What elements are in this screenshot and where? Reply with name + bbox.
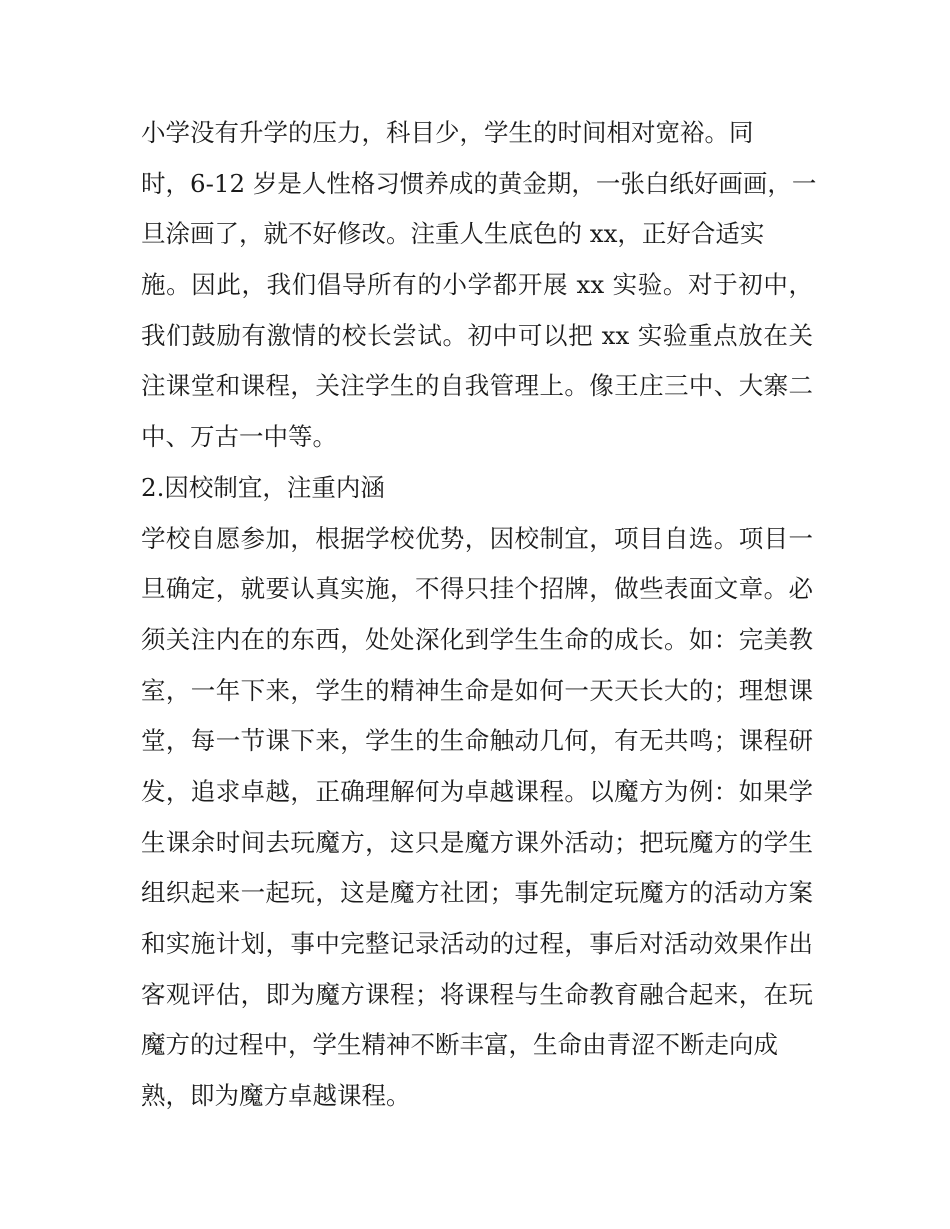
text-line-1: 小学没有升学的压力，科目少，学生的时间相对宽裕。同: [141, 118, 754, 147]
text-line-3: 旦涂画了，就不好修改。注重人生底色的 xx，正好合适实: [141, 219, 765, 249]
text-line-2: 时，6-12 岁是人性格习惯养成的黄金期，一张白纸好画画，一: [141, 168, 817, 198]
text-line-10: 旦确定，就要认真实施，不得只挂个招牌，做些表面文章。必: [141, 574, 813, 604]
text-line-6: 注课堂和课程，关注学生的自我管理上。像王庄三中、大寨二: [141, 371, 813, 401]
text-line-20: 熟，即为魔方卓越课程。: [141, 1081, 411, 1111]
text-line-15: 生课余时间去玩魔方，这只是魔方课外活动；把玩魔方的学生: [141, 827, 813, 857]
text-line-13: 堂，每一节课下来，学生的生命触动几何，有无共鸣；课程研: [141, 726, 813, 756]
text-line-12: 室，一年下来，学生的精神生命是如何一天天长大的；理想课: [141, 675, 813, 705]
text-line-11: 须关注内在的东西，处处深化到学生生命的成长。如：完美教: [141, 624, 813, 654]
text-line-5: 我们鼓励有激情的校长尝试。初中可以把 xx 实验重点放在关: [141, 320, 813, 350]
text-line-7: 中、万古一中等。: [141, 422, 337, 452]
text-line-4: 施。因此，我们倡导所有的小学都开展 xx 实验。对于初中，: [141, 270, 813, 300]
text-line-19: 魔方的过程中，学生精神不断丰富，生命由青涩不断走向成: [141, 1030, 778, 1060]
text-line-14: 发，追求卓越，正确理解何为卓越课程。以魔方为例：如果学: [141, 776, 813, 806]
text-line-17: 和实施计划，事中完整记录活动的过程，事后对活动效果作出: [141, 929, 813, 958]
document-body: [141, 108, 817, 1122]
text-line-9: 学校自愿参加，根据学校优势，因校制宜，项目自选。项目一: [141, 523, 813, 553]
section-heading: 2.因校制宜，注重内涵: [141, 472, 385, 502]
text-line-18: 客观评估，即为魔方课程；将课程与生命教育融合起来，在玩: [141, 979, 813, 1009]
text-line-16: 组织起来一起玩，这是魔方社团；事先制定玩魔方的活动方案: [141, 878, 813, 908]
